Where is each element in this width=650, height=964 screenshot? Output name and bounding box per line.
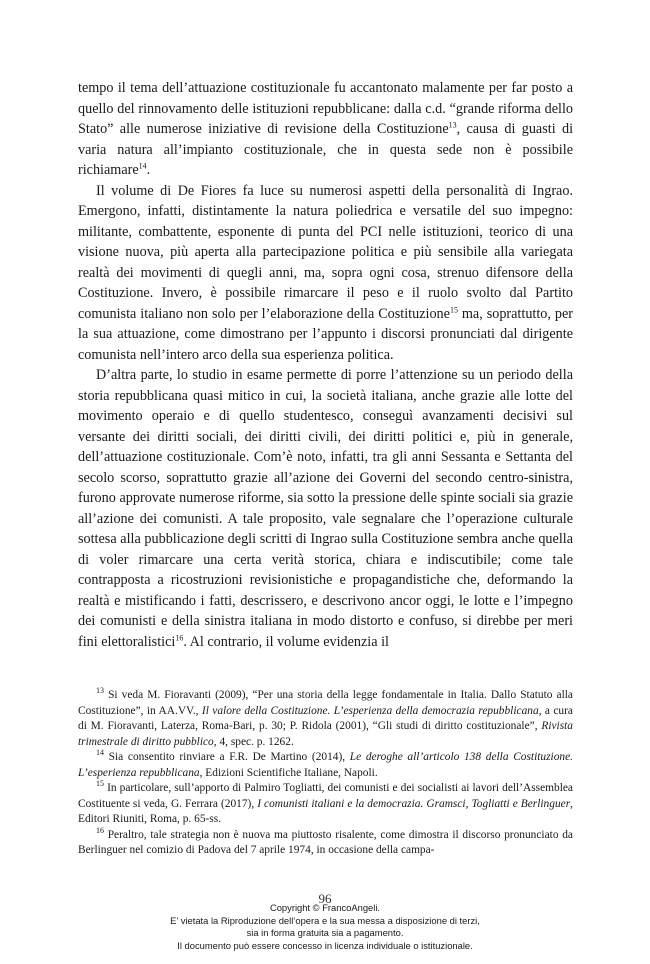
footnote-number: 16 (96, 825, 104, 835)
paragraph-1: tempo il tema dell’attuazione costituzionale fu accantonato malamente per far posto a quello del rinnovamento delle istituzioni repubblicane: dalla c.d. “grande riforma dello Stato” alle numerose iniziative di revisione della Costituzione$^{13}$, causa di guasti di varia natura all’impianto costituzionale, che in questa sede non è possibile richiamare$^{14}$. (78, 80, 574, 178)
footnote-ref-16[interactable]: 16 (175, 632, 184, 642)
footnote-16: $^{16}$ Peraltro, tale strategia non è nuova ma piuttosto risalente, come dimostra il discorso pronunciato da Berlinguer nel comizio di Padova del 7 aprile 1974, in occasione della campa- (78, 825, 573, 856)
footnote-ref-15[interactable]: 15 (449, 304, 458, 314)
footnote-ref-13[interactable]: 13 (448, 120, 457, 130)
copyright-line: Il documento può essere concesso in licenza individuale o istituzionale. (177, 939, 473, 951)
footnote-number: 14 (96, 748, 104, 758)
footnote-13: $^{13}$ Si veda M. Fioravanti (2009), “Per una storia della legge fondamentale in Italia. Dallo Statuto alla Costituzione”, in AA.VV., Il valore della Costituzione. L’esperienza della democrazia repubblicana, a cura di M. Fioravanti, Laterza, Roma-Bari, p. 30; P. Ridola (2001), “Gli studi di diritto costituzionale”, Rivista trimestrale di diritto pubblico, 4, spec. p. 1262. (78, 686, 573, 748)
paragraph-3: D’altra parte, lo studio in esame permette di porre l’attenzione su un periodo della storia repubblicana quasi mitico in cui, la società italiana, anche grazie alle lotte del movimento operaio e di quello studentesco, conseguì avanzamenti decisivi sul versante dei diritti sociali, dei diritti civili, dei diritti politici e, più in generale, dell’attuazione costituzionale. Com’è noto, infatti, tra gli anni Sessanta e Settanta del secolo scorso, soprattutto grazie all’azione dei Governi del secondo centro-sinistra, furono approvate numerose riforme, sia sotto la pressione delle spinte sociali sia grazie all’azione dei comunisti. A tale proposito, vale segnalare che l’operazione culturale sottesa alla pubblicazione degli scritti di Ingrao sulla Costituzione sembra anche quella di voler rimarcare una certa verità storica, chiara e indiscutibile; come tale contrapposta a ricostruzioni revisionistiche e propagandistiche che, deformando la realtà e mistificando i fatti, descrissero, e descrivono ancor oggi, le lotte e l’impegno dei comunisti e della sinistra italiana in modo distorto e confuso, si direbbe per meri fini elettoralistici$^{16}$. Al contrario, il volume evidenzia il (78, 367, 573, 650)
footnote-number: 13 (96, 686, 104, 696)
copyright-line: E’ vietata la Riproduzione dell’opera e la sua messa a disposizione di terzi, (170, 914, 480, 926)
page-number: 96 (318, 891, 332, 906)
copyright-notice (0, 902, 650, 952)
footnote-ref-14[interactable]: 14 (138, 161, 147, 171)
footnote-15: $^{15}$ In particolare, sull’apporto di Palmiro Togliatti, dei comunisti e dei socialisti ai lavori dell’Assemblea Costituente si veda, G. Ferrara (2017), I comunisti italiani e la democrazia. Gramsci, Togliatti e Berlinguer, Editori Riuniti, Roma, p. 65-ss. (78, 779, 573, 825)
copyright-line: sia in forma gratuita sia a pagamento. (246, 927, 404, 938)
main-text (78, 78, 573, 652)
footnote-number: 15 (96, 779, 104, 789)
footnote-14: $^{14}$ Sia consentito rinviare a F.R. De Martino (2014), Le deroghe all’articolo 138 della Costituzione. L’esperienza repubblicana, Edizioni Scientifiche Italiane, Napoli. (78, 748, 573, 779)
paragraph-2: Il volume di De Fiores fa luce su numerosi aspetti della personalità di Ingrao. Emergono, infatti, distintamente la natura poliedrica e versatile del suo impegno: militante, combattente, esponente di punta del PCI nelle istituzioni, teorico di una visione nuova, più aperta alla partecipazione politica e più sensibile alla variegata realtà dei movimenti di quegli anni, ma, sopra ogni cosa, strenuo difensore della Costituzione. Invero, è possibile rimarcare il peso e il ruolo svolto dal Partito comunista italiano non solo per l’elaborazione della Costituzione$^{15}$ ma, soprattutto, per la sua attuazione, come dimostrano per l’appunto i discorsi pronunciati dal dirigente comunista nell’intero arco della sua esperienza politica. (78, 182, 573, 363)
footnotes (78, 688, 573, 859)
copyright-line: Copyright © FrancoAngeli. (269, 902, 381, 913)
